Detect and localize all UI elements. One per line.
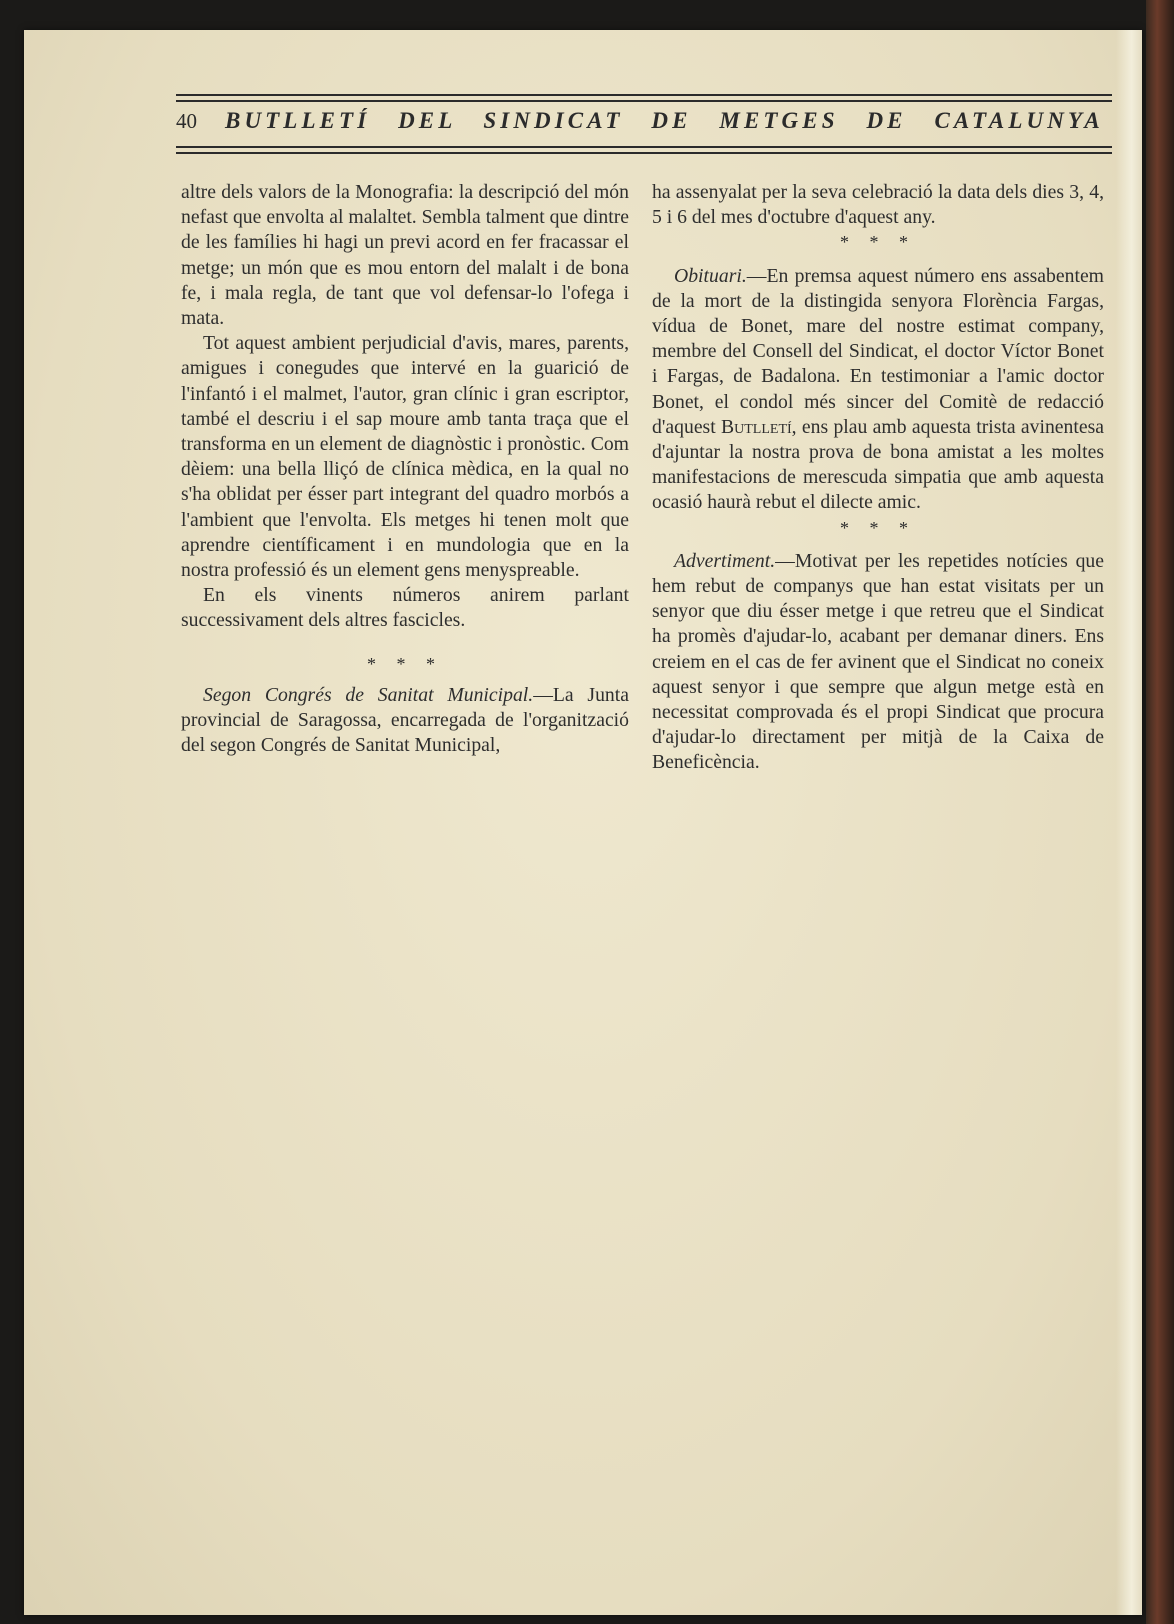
congress-heading: Segon Congrés de Sanitat Municipal.: [203, 683, 534, 706]
left-paragraph-3: En els vinents números anirem parlant successivament dels altres fascicles.: [181, 584, 629, 632]
header-rule-bottom: [176, 146, 1112, 148]
warning-paragraph: [652, 549, 1104, 776]
obituary-heading: Obituari.: [674, 264, 747, 287]
warning-text: —Motivat per les repetides notícies que hem rebut de companys que han estat visitats per un senyor que diu ésser metge i que retreu que el Sindicat ha promès d'ajudar-lo, acabant per demanar diners. Ens creiem en el cas de fer avinent que el Sindicat no coneix aquest senyor i que sempre que algun metge està en necessitat comprovada és el propi Sindicat que procura d'ajudar-lo directament per mitjà de la Caixa de Beneficència.: [652, 549, 1104, 774]
left-paragraph-2: Tot aquest ambient perjudicial d'avis, mares, parents, amigues i conegudes que intervé en la guarició de l'infantó i el malmet, l'autor, gran clínic i gran escriptor, també el descriu i el sap moure amb tanta traça que el transforma en un element de diagnòstic i pronòstic. Com dèiem: una bella lliçó de clínica mèdica, en la qual no s'ha oblidat per ésser part integrant del quadro morbós a l'ambient que l'envolta. Els metges hi tenen molt que aprendre científicament i en mundologia que en la nostra professió és un element gens menyspreable.: [181, 332, 629, 582]
obituary-text-b: , ens plau amb aquesta trista avinentesa d'ajuntar la nostra prova de bona amistat a les moltes manifestacions de merescuda simpatia que amb aquesta ocasió haurà rebut el dilecte amic.: [652, 415, 1104, 514]
running-header: [176, 94, 1112, 156]
congress-text: —La Junta provincial de Saragossa, encarregada de l'organització del segon Congrés de Sanitat Municipal,: [181, 683, 629, 757]
section-separator: * * *: [367, 653, 443, 674]
right-paragraph-1: ha assenyalat per la seva celebració la data dels dies 3, 4, 5 i 6 del mes d'octubre d'aquest any.: [652, 181, 1104, 229]
congress-paragraph: [181, 683, 629, 759]
publication-title: BUTLLETÍ DEL SINDICAT DE METGES DE CATALUNYA: [225, 108, 1104, 133]
left-column: [181, 180, 629, 758]
book-binding-edge: [1146, 0, 1174, 1624]
bulletin-name: Butlletí: [721, 415, 792, 438]
obituary-text-a: —En premsa aquest número ens assabentem de la mort de la distingida senyora Florència Fargas, vídua de Bonet, mare del nostre estimat company, membre del Consell del Sindicat, el doctor Víctor Bonet i Fargas, de Badalona. En testimoniar a l'amic doctor Bonet, el condol més sincer del Comitè de redacció d'aquest: [652, 264, 1104, 438]
page-number: 40: [176, 109, 197, 133]
right-column: [652, 180, 1104, 776]
obituary-paragraph: [652, 264, 1104, 516]
header-rule-bottom-inner: [176, 152, 1112, 154]
header-rule-top-inner: [176, 100, 1112, 102]
document-page: [24, 30, 1142, 1615]
header-line: [176, 108, 1112, 142]
page-edge: [1116, 30, 1142, 1615]
warning-heading: Advertiment.: [674, 549, 776, 572]
section-separator: * * *: [840, 232, 916, 253]
left-paragraph-1: altre dels valors de la Monografia: la descripció del món nefast que envolta al malaltet. Sembla talment que dintre de les famílies hi hagi un previ acord en fer fracassar el metge; un món que es mou entorn del malalt i de bona fe, i mala regla, de tant que vol defensar-lo l'ofega i mata.: [181, 181, 629, 330]
section-separator: * * *: [840, 517, 916, 538]
header-rule-top: [176, 94, 1112, 96]
